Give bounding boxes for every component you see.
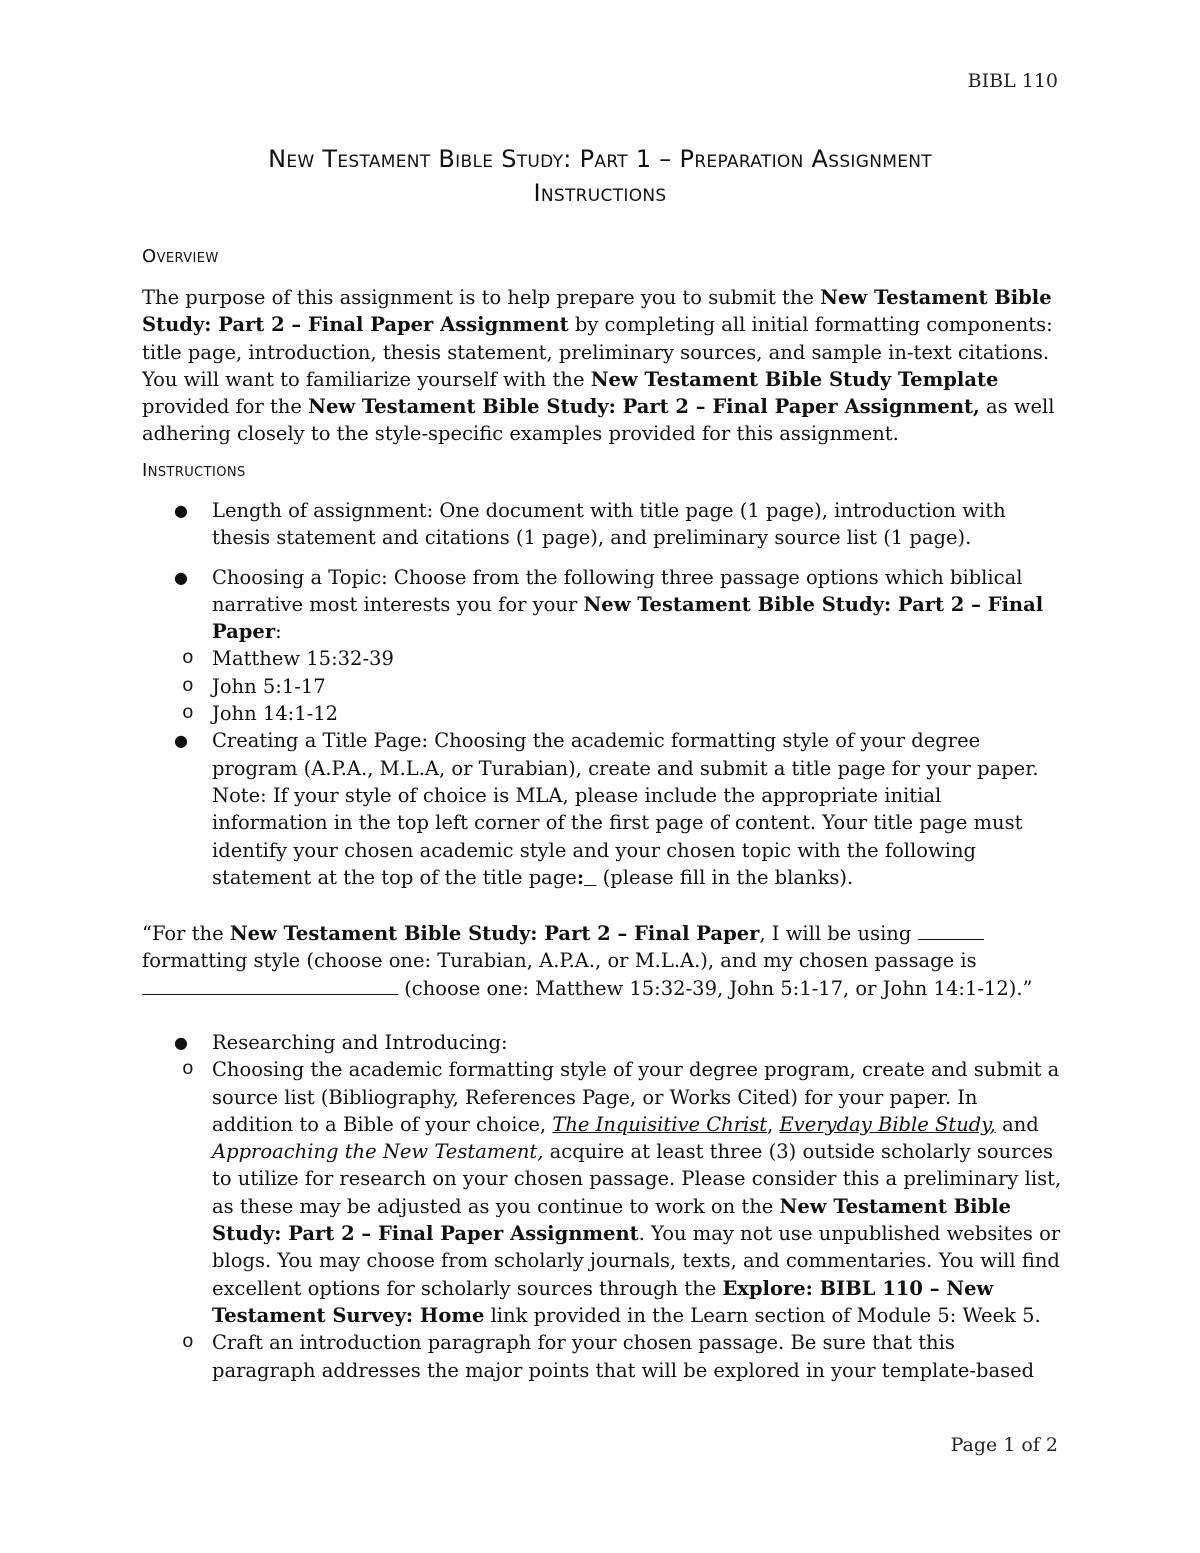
overview-text-3: provided for the xyxy=(142,395,309,419)
overview-bold-2: New Testament Bible Study Template xyxy=(590,367,999,391)
bullet-title-page-colon: : xyxy=(576,865,585,889)
list-item xyxy=(142,645,1062,672)
passage-sublist xyxy=(142,645,1062,727)
research-list xyxy=(142,1029,1062,1384)
book-title-everyday-bible-study: Everyday Bible Study, xyxy=(779,1112,996,1136)
blank-underscore xyxy=(584,866,596,889)
passage-option: John 14:1-12 xyxy=(212,702,339,726)
bullet-icon: ● xyxy=(174,731,188,751)
list-item xyxy=(142,1029,1062,1384)
instructions-heading: Instructions xyxy=(142,460,246,481)
title-line-1: New Testament Bible Study: Part 1 – Preparation Assignment xyxy=(268,145,932,173)
passage-blank[interactable] xyxy=(142,976,398,995)
source-list-bold-2: Explore: BIBL 110 – New Testament Survey: Home xyxy=(212,1276,994,1327)
overview-bold-3: New Testament Bible Study: Part 2 – Final Paper Assignment, xyxy=(308,395,980,419)
source-list-text-2: and xyxy=(995,1112,1039,1136)
source-list-text-5: link provided in the Learn section of Module 5: Week 5. xyxy=(484,1303,1041,1327)
overview-text-4: as well adhering closely to the style-specific examples provided for this assignment. xyxy=(142,395,1055,446)
header-course-code: BIBL 110 xyxy=(967,70,1058,92)
list-item xyxy=(142,1329,1062,1384)
document-title xyxy=(140,142,1060,210)
list-item xyxy=(142,564,1062,728)
overview-bold-1: New Testament Bible Study: Part 2 – Final Paper Assignment xyxy=(142,286,1052,337)
source-list-text-3: acquire at least three (3) outside scholarly sources to utilize for research on your chosen passage. Please consider this a preliminary list, as these may be adjusted as you continue to work on the xyxy=(212,1140,1062,1218)
sub-bullet-icon: o xyxy=(182,1058,194,1081)
bullet-topic-colon: : xyxy=(275,620,282,644)
sub-bullet-icon: o xyxy=(182,674,194,697)
sub-bullet-icon: o xyxy=(182,647,194,670)
list-item xyxy=(142,497,1062,552)
book-title-inquisitive-christ: The Inquisitive Christ xyxy=(552,1112,768,1136)
book-title-approaching-nt: Approaching the New Testament, xyxy=(212,1140,544,1164)
bullet-topic-bold: New Testament Bible Study: Part 2 – Final Paper xyxy=(212,592,1044,644)
source-list-text-4: . You may not use unpublished websites or blogs. You may choose from scholarly journals, texts, and commentaries. You will find excellent options for scholarly sources through the xyxy=(212,1222,1061,1300)
overview-paragraph xyxy=(142,284,1062,448)
source-list-bold-1: New Testament Bible Study: Part 2 – Final Paper Assignment xyxy=(212,1194,1011,1246)
sub-bullet-icon: o xyxy=(182,702,194,725)
bullet-icon: ● xyxy=(174,567,188,587)
quote-text-4: (choose one: Matthew 15:32-39, John 5:1-17, or John 14:1-12).” xyxy=(398,976,1033,1000)
list-item xyxy=(142,700,1062,727)
research-sublist xyxy=(142,1056,1062,1384)
list-item xyxy=(142,673,1062,700)
passage-option: Matthew 15:32-39 xyxy=(212,647,394,671)
title-line-2: Instructions xyxy=(533,179,667,207)
quote-text-3: formatting style (choose one: Turabian, A.P.A., or M.L.A.), and my chosen passage is xyxy=(142,949,977,973)
instructions-list xyxy=(142,497,1062,891)
bullet-title-page-text: Creating a Title Page: Choosing the academic formatting style of your degree program (A.P.A., M.L.A, or Turabian), create and submit a title page for your paper. Note: If your style of choice is MLA, please include the appropriate initial information in the top left corner of the first page of content. Your title page must identify your chosen academic style and your chosen topic with the following statement at the top of the title page xyxy=(212,729,1039,889)
quote-text-1: “For the xyxy=(142,922,230,945)
bullet-icon: ● xyxy=(174,1033,188,1052)
footer-page-number: Page 1 of 2 xyxy=(950,1434,1058,1456)
list-item xyxy=(142,727,1062,891)
bullet-icon: ● xyxy=(174,501,188,520)
overview-text-1: The purpose of this assignment is to help prepare you to submit the xyxy=(142,286,821,309)
sub-bullet-icon: o xyxy=(182,1331,194,1354)
quote-text-2: , I will be using xyxy=(759,922,918,945)
quote-bold: New Testament Bible Study: Part 2 – Final Paper xyxy=(229,922,760,945)
overview-text-2: by completing all initial formatting components: title page, introduction, thesis statement, preliminary sources, and sample in-text citations. You will want to familiarize yourself with the xyxy=(142,313,1053,391)
statement-quote xyxy=(142,920,1062,1002)
bullet-topic-text: Choosing a Topic: Choose from the following three passage options which biblical narrative most interests you for your xyxy=(212,565,1023,616)
intro-paragraph-text: Craft an introduction paragraph for your chosen passage. Be sure that this paragraph addresses the major points that will be explored in your template-based xyxy=(212,1331,1035,1382)
bullet-length-text: Length of assignment: One document with title page (1 page), introduction with thesis statement and citations (1 page), and preliminary source list (1 page). xyxy=(212,499,1006,550)
source-list-text-1: Choosing the academic formatting style of your degree program, create and submit a source list (Bibliography, References Page, or Works Cited) for your paper. In addition to a Bible of your choice, xyxy=(212,1058,1060,1136)
passage-option: John 5:1-17 xyxy=(212,674,326,698)
list-item xyxy=(142,1056,1062,1329)
bullet-title-page-end: (please fill in the blanks). xyxy=(596,865,854,889)
overview-heading: Overview xyxy=(142,246,219,267)
bullet-research-text: Researching and Introducing: xyxy=(212,1031,508,1054)
style-blank[interactable] xyxy=(918,921,984,940)
source-list-comma: , xyxy=(767,1112,780,1136)
